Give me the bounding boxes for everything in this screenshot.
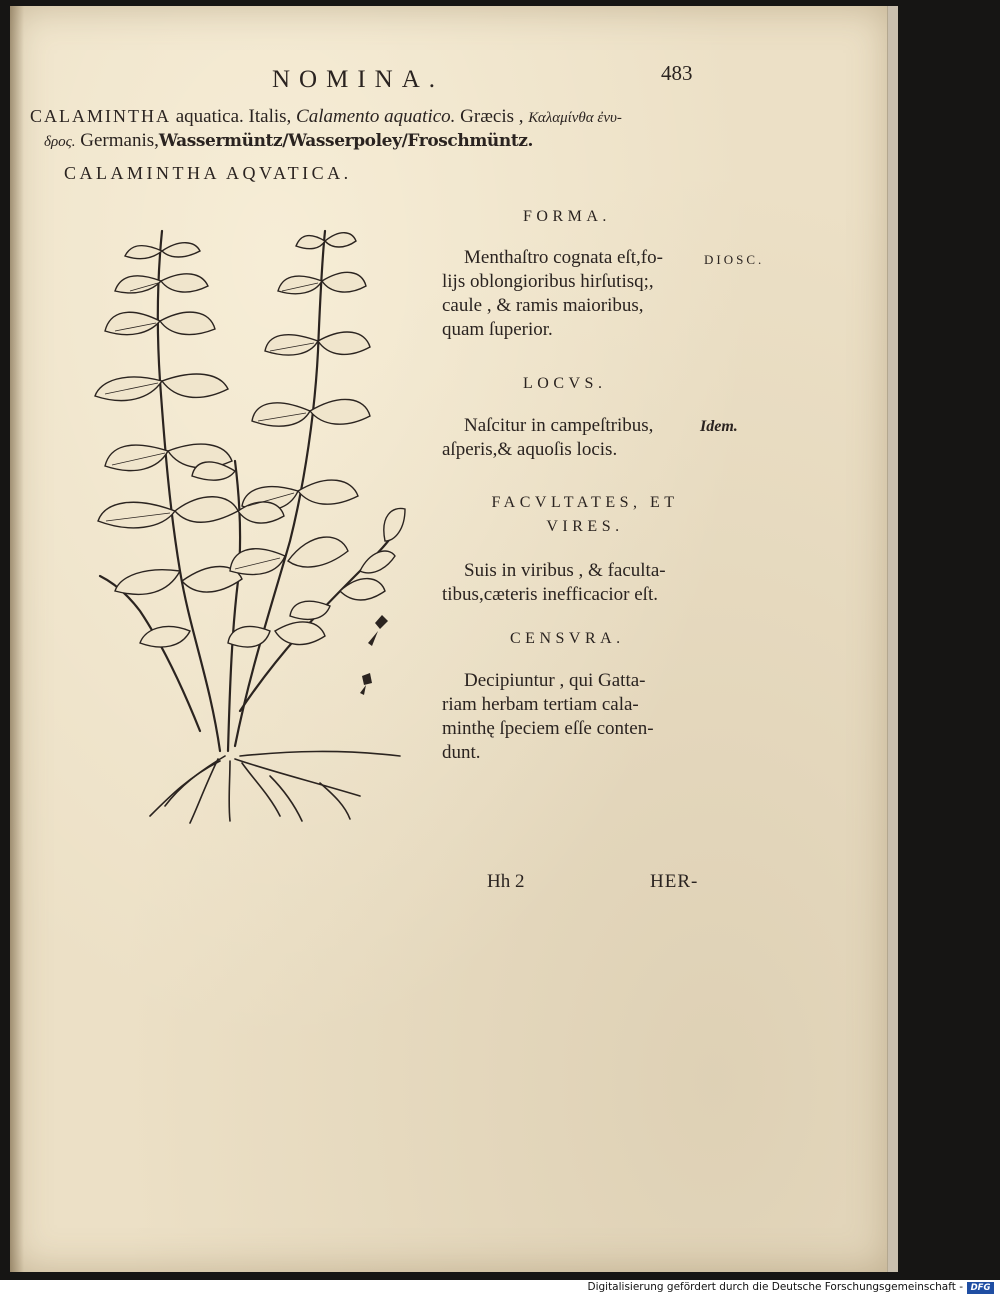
nomina-line-2 <box>30 130 533 152</box>
margin-note-diosc: DIOSC. <box>704 252 765 267</box>
greek-label: Græcis , <box>455 106 529 127</box>
footer-bar <box>0 1280 1000 1297</box>
page-edge <box>887 6 898 1272</box>
page-number: 483 <box>661 61 693 85</box>
margin-note-idem: Idem. <box>700 418 738 435</box>
signature-mark: Hh 2 <box>487 871 525 892</box>
greek-name: Καλαμίνθα ἐνυ- <box>528 110 622 126</box>
nomina-line-1 <box>30 106 622 128</box>
text-line: Naſcitur in campeſtribus, <box>464 415 654 436</box>
section-text-forma <box>442 246 712 342</box>
text-line: quam ſuperior. <box>442 319 553 340</box>
section-text-locus <box>442 414 712 462</box>
section-heading-censura: CENSVRA. <box>510 630 625 647</box>
running-head: NOMINA. <box>272 66 445 93</box>
greek-name-cont: δρος. <box>44 134 76 150</box>
text-line: Suis in viribus , & faculta- <box>464 560 666 581</box>
section-heading-facultates <box>465 491 705 539</box>
section-heading-locus: LOCVS. <box>523 375 607 392</box>
text-line: Menthaſtro cognata eſt,fo- <box>464 247 663 268</box>
heading-line: FACVLTATES, ET <box>491 494 679 511</box>
german-names: Wassermüntz/Wasserpoley/Froschmüntz. <box>158 131 534 151</box>
german-label: Germanis, <box>75 130 159 151</box>
text-line: aſperis,& aquoſis locis. <box>442 439 618 460</box>
section-text-censura <box>442 669 712 765</box>
text-line: lijs oblongioribus hirſutisq;, <box>442 271 654 292</box>
page-gutter-shadow <box>10 6 24 1272</box>
text-line: Decipiuntur , qui Gatta- <box>464 670 646 691</box>
section-heading-forma: FORMA. <box>523 208 611 225</box>
italian-name: Calamento aquatico. <box>296 106 456 127</box>
text-line: minthę ſpeciem eſſe conten- <box>442 718 654 739</box>
text-line: tibus,cæteris inefficacior eſt. <box>442 584 658 605</box>
dfg-logo: DFG <box>967 1282 994 1294</box>
catchword: HER- <box>650 871 699 892</box>
section-text-facultates <box>442 559 712 607</box>
text-line: dunt. <box>442 742 481 763</box>
plant-woodcut-illustration <box>70 211 420 831</box>
footer-credit: Digitalisierung gefördert durch die Deutsche Forschungsgemeinschaft - <box>587 1281 963 1293</box>
book-page <box>10 6 890 1272</box>
latin-name: aquatica. Italis, <box>171 106 297 127</box>
heading-line: VIRES. <box>546 518 624 535</box>
plant-name: CALAMINTHA <box>30 106 171 126</box>
text-line: riam herbam tertiam cala- <box>442 694 639 715</box>
plant-title: CALAMINTHA AQVATICA. <box>64 163 352 183</box>
text-line: caule , & ramis maioribus, <box>442 295 644 316</box>
